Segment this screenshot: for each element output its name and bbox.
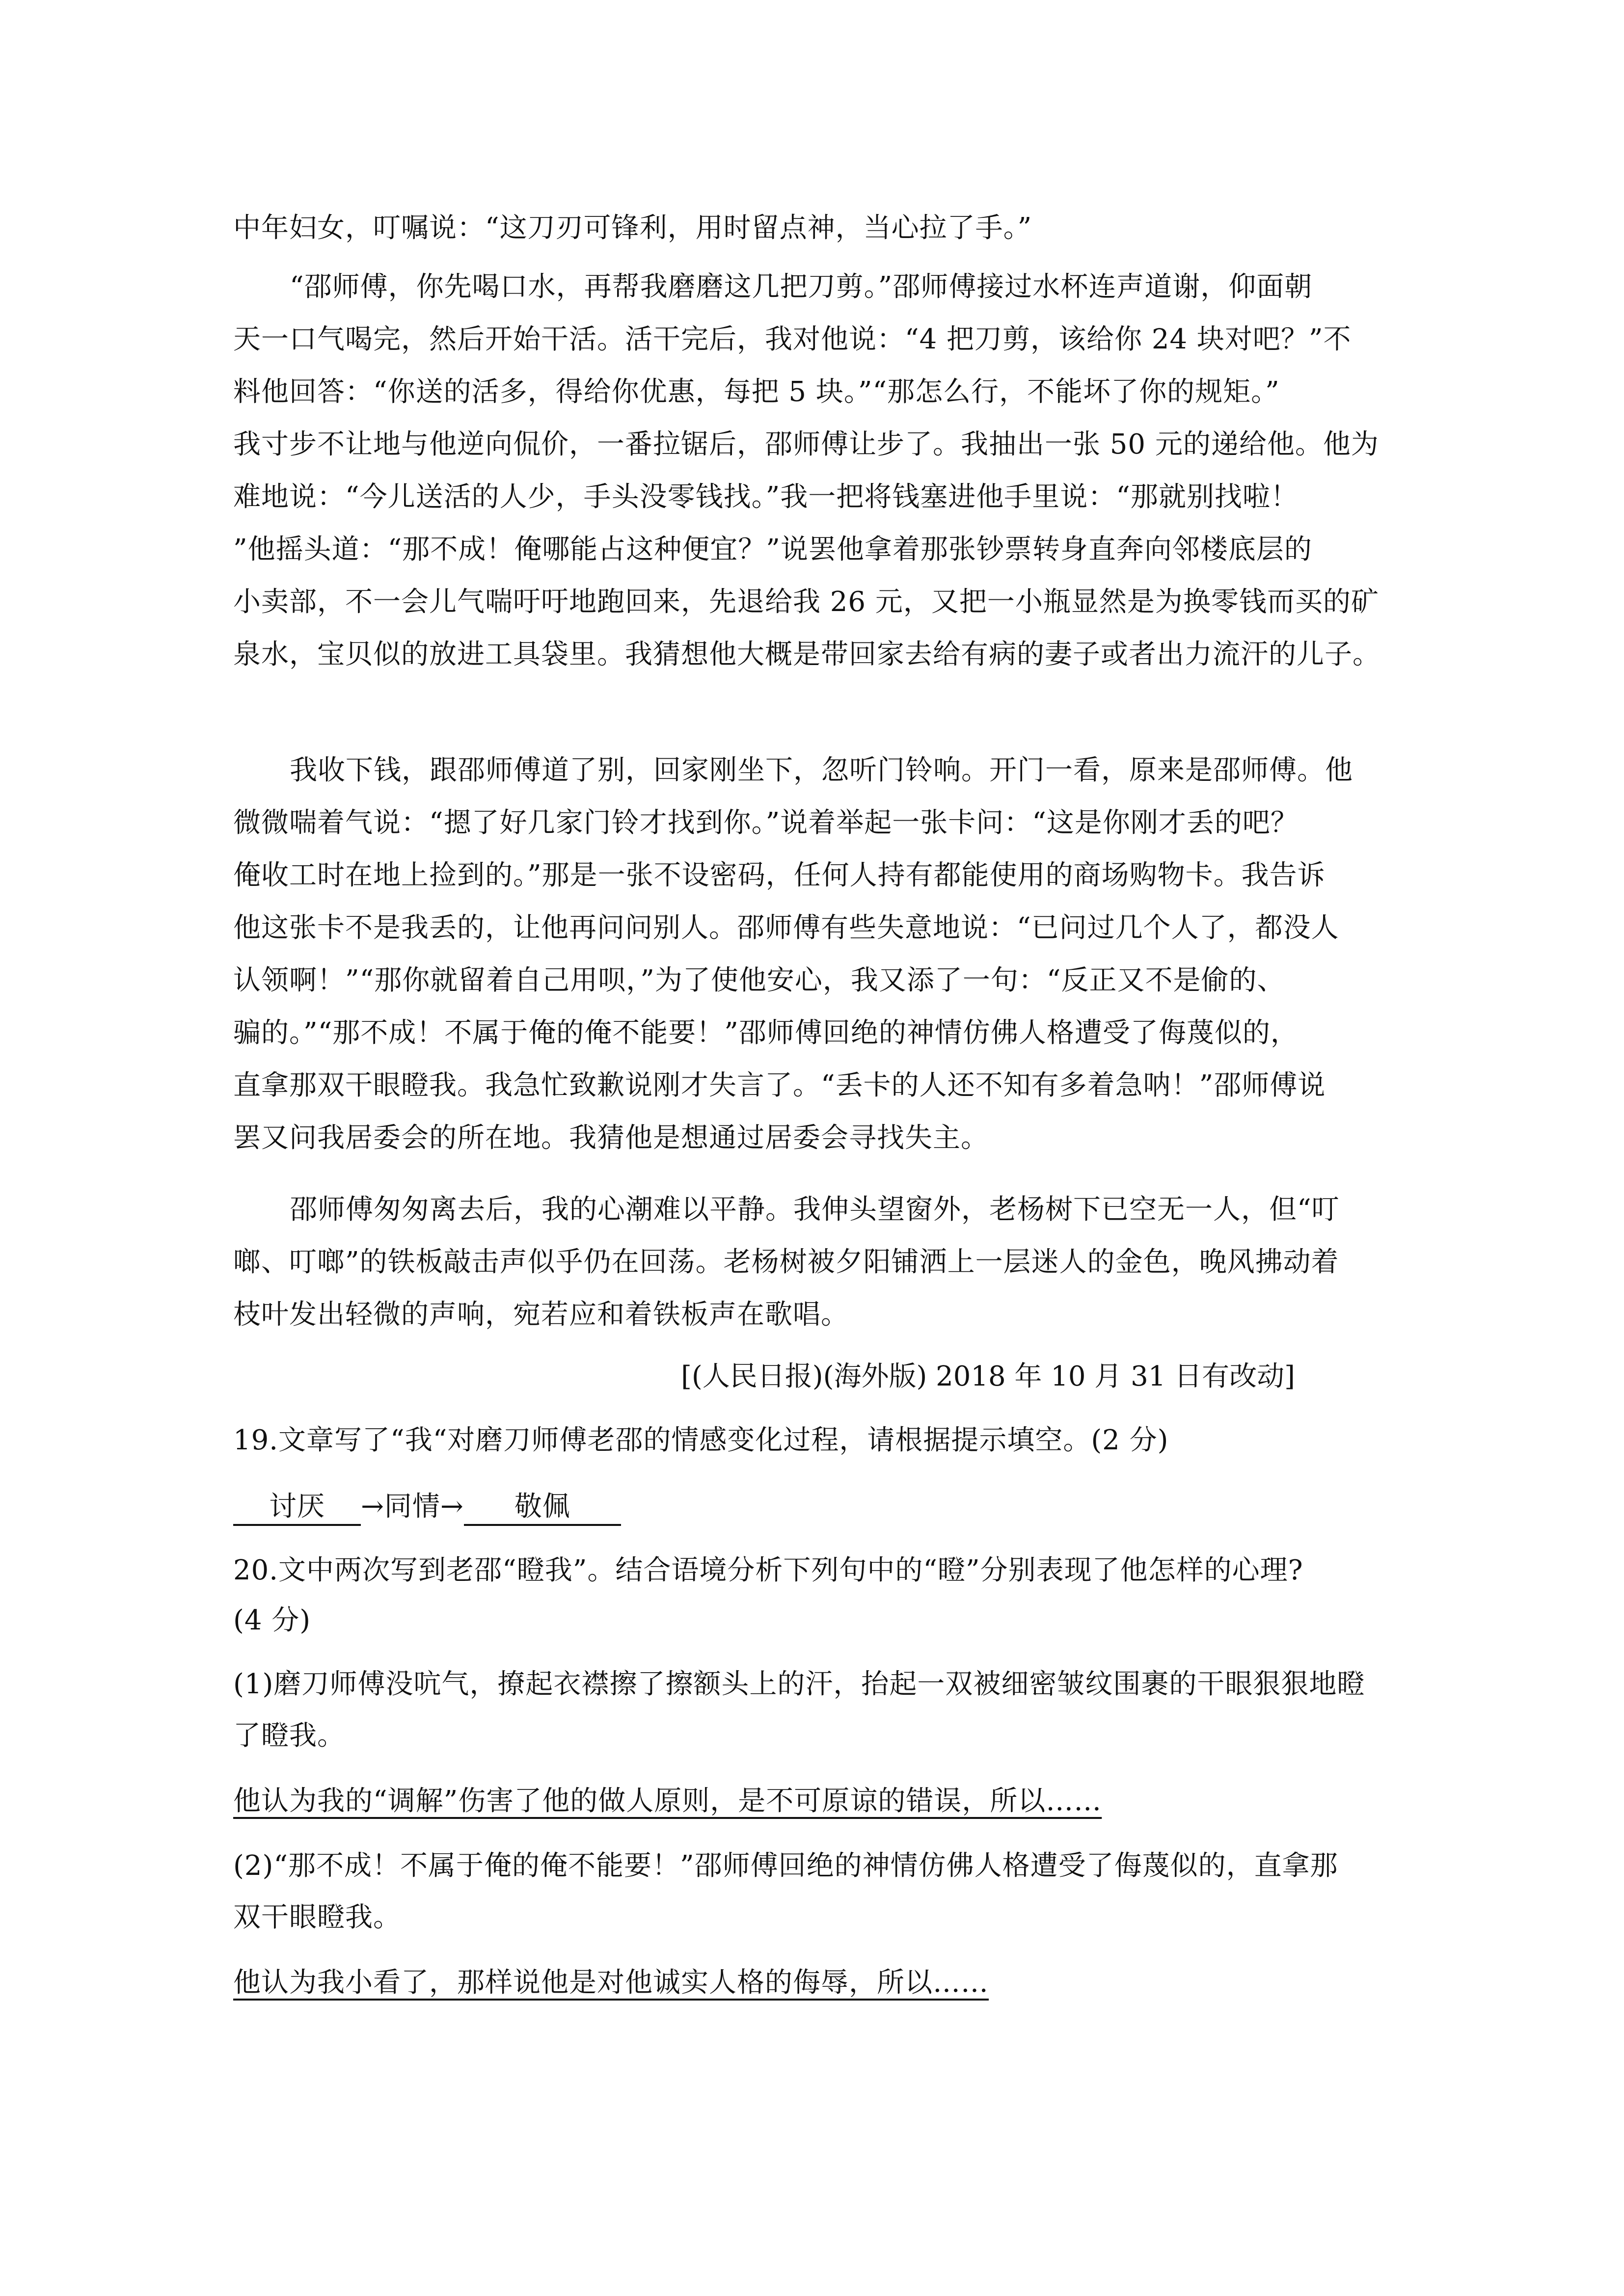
passage-line: 枝叶发出轻微的声响，宛若应和着铁板声在歌唱。	[233, 1299, 849, 1331]
passage-line: 我收下钱，跟邵师傅道了别，回家刚坐下，忽听门铃响。开门一看，原来是邵师傅。他	[290, 754, 1353, 786]
question-20-item-2: 双干眼瞪我。	[233, 1901, 401, 1933]
answer-blank-2: 敬佩	[464, 1490, 621, 1526]
question-19-prompt: 19.文章写了“我“对磨刀师傅老邵的情感变化过程，请根据提示填空。(2 分)	[233, 1424, 1169, 1456]
passage-line: 骗的。”“那不成！不属于俺的俺不能要！”邵师傅回绝的神情仿佛人格遭受了侮蔑似的，	[233, 1017, 1299, 1049]
passage-line: ”他摇头道：“那不成！俺哪能占这种便宜？”说罢他拿着那张钞票转身直奔向邻楼底层的	[233, 534, 1312, 565]
passage-line: 罢又问我居委会的所在地。我猜他是想通过居委会寻找失主。	[233, 1122, 989, 1154]
question-20-item-1: 了瞪我。	[233, 1720, 345, 1752]
question-20-answer-1: 他认为我的“调解”伤害了他的做人原则，是不可原谅的错误，所以……	[233, 1785, 1102, 1817]
passage-line: 小卖部，不一会儿气喘吁吁地跑回来，先退给我 26 元，又把一小瓶显然是为换零钱而买的矿	[233, 586, 1379, 618]
answer-blank-1: 讨厌	[233, 1490, 361, 1526]
passage-line: 认领啊！”“那你就留着自己用呗，”为了使他安心，我又添了一句：“反正又不是偷的、	[233, 964, 1285, 996]
passage-line: 天一口气喝完，然后开始干活。活干完后，我对他说：“4 把刀剪，该给你 24 块对吧？”不	[233, 323, 1352, 355]
source-citation: [(人民日报)(海外版) 2018 年 10 月 31 日有改动]	[681, 1361, 1295, 1392]
passage-line: 俺收工时在地上捡到的。”那是一张不设密码，任何人持有都能使用的商场购物卡。我告诉	[233, 859, 1326, 891]
question-20-item-1: (1)磨刀师傅没吭气，撩起衣襟擦了擦额头上的汗，抬起一双被细密皱纹围裹的干眼狠狠地瞪	[233, 1668, 1365, 1700]
question-19-answer-row	[233, 1487, 621, 1526]
arrow: →	[440, 1491, 464, 1522]
passage-line: 直拿那双干眼瞪我。我急忙致歉说刚才失言了。“丢卡的人还不知有多着急呐！”邵师傅说	[233, 1069, 1326, 1101]
passage-line: 他这张卡不是我丢的，让他再问问别人。邵师傅有些失意地说：“已问过几个人了，都没人	[233, 912, 1339, 944]
question-20-prompt: 20.文中两次写到老邵“瞪我”。结合语境分析下列句中的“瞪”分别表现了他怎样的心理?	[233, 1554, 1303, 1586]
question-20-prompt: (4 分)	[233, 1604, 311, 1636]
passage-line: 邵师傅匆匆离去后，我的心潮难以平静。我伸头望窗外，老杨树下已空无一人，但“叮	[290, 1194, 1340, 1226]
passage-line: 难地说：“今儿送活的人少，手头没零钱找。”我一把将钱塞进他手里说：“那就别找啦！	[233, 481, 1299, 513]
passage-line: “邵师傅，你先喝口水，再帮我磨磨这几把刀剪。”邵师傅接过水杯连声道谢，仰面朝	[290, 271, 1313, 303]
arrow: →	[361, 1491, 384, 1522]
given-emotion: 同情	[384, 1491, 440, 1522]
question-20-item-2: (2)“那不成！不属于俺的俺不能要！”邵师傅回绝的神情仿佛人格遭受了侮蔑似的，直拿那	[233, 1850, 1338, 1882]
passage-line: 料他回答：“你送的活多，得给你优惠，每把 5 块。”“那怎么行，不能坏了你的规矩。”	[233, 376, 1280, 408]
passage-line: 我寸步不让地与他逆向侃价，一番拉锯后，邵师傅让步了。我抽出一张 50 元的递给他。他为	[233, 428, 1379, 460]
question-20-answer-2: 他认为我小看了，那样说他是对他诚实人格的侮辱，所以……	[233, 1967, 989, 1999]
passage-line: 微微喘着气说：“摁了好几家门铃才找到你。”说着举起一张卡问：“这是你刚才丢的吧？	[233, 807, 1299, 839]
passage-line: 啷、叮啷”的铁板敲击声似乎仍在回荡。老杨树被夕阳铺洒上一层迷人的金色，晚风拂动着	[233, 1246, 1339, 1278]
passage-line: 泉水，宝贝似的放进工具袋里。我猜想他大概是带回家去给有病的妻子或者出力流汗的儿子。	[233, 639, 1380, 670]
passage-line: 中年妇女，叮嘱说：“这刀刃可锋利，用时留点神，当心拉了手。”	[233, 212, 1032, 244]
